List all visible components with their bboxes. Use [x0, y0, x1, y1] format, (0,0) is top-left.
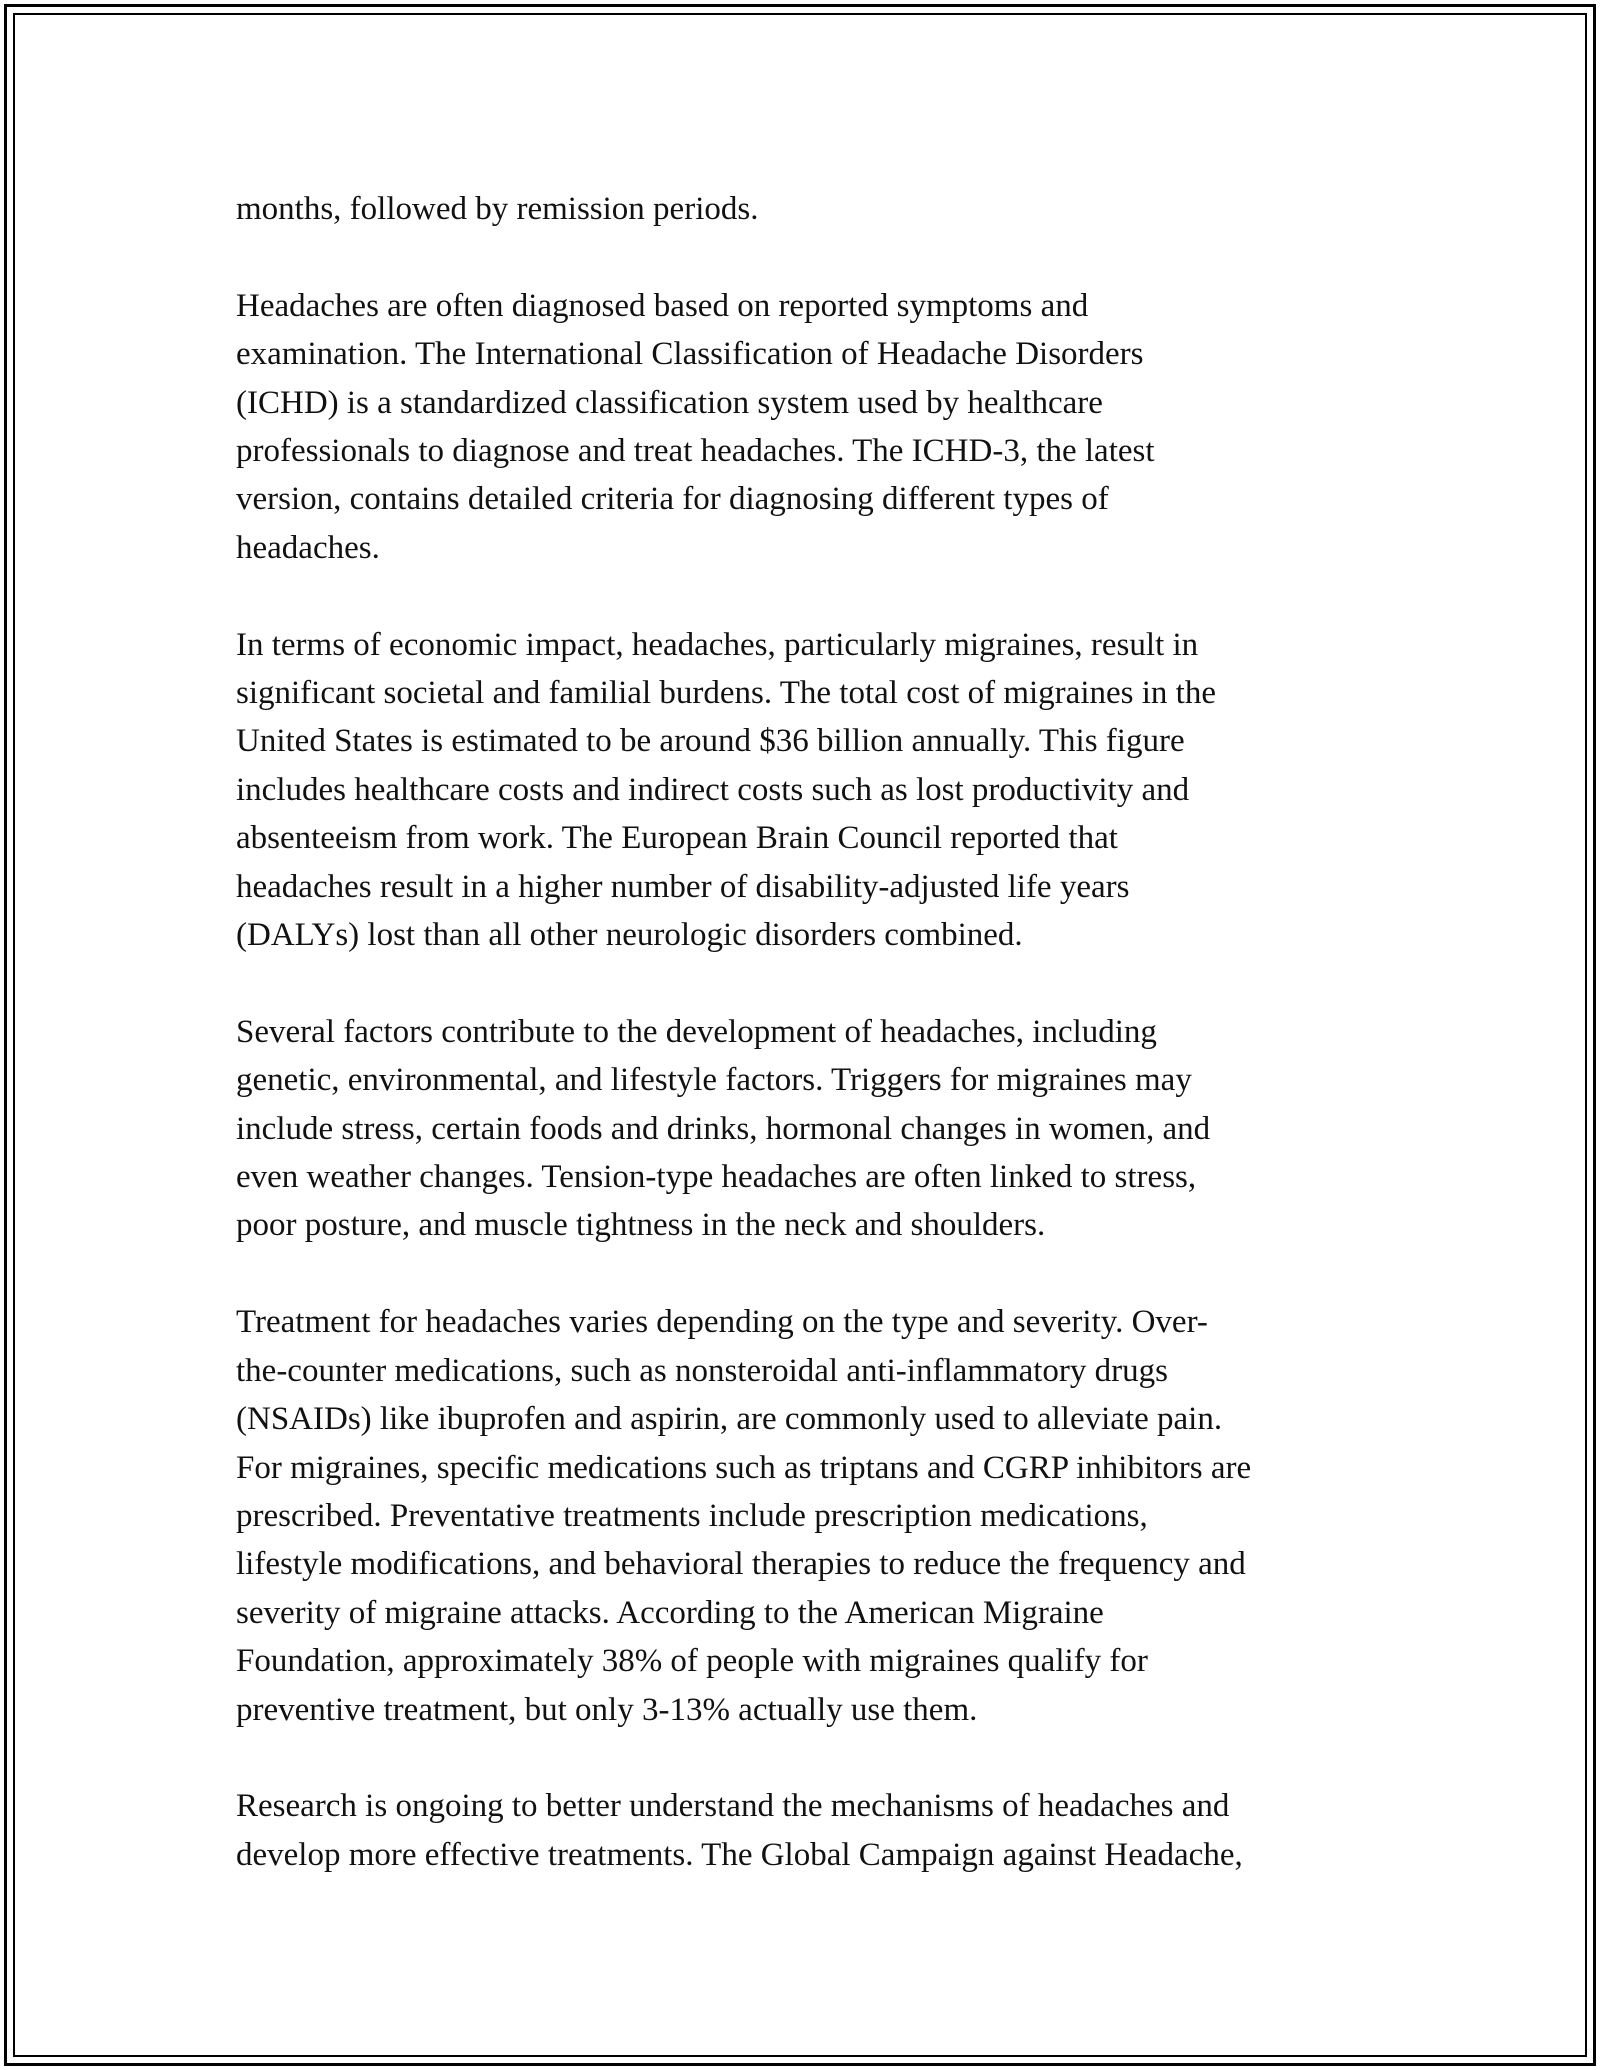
- paragraph: [236, 1298, 1376, 1734]
- text-line: include stress, certain foods and drinks, hormonal changes in women, and: [236, 1110, 1211, 1147]
- text-line: (NSAIDs) like ibuprofen and aspirin, are commonly used to alleviate pain.: [236, 1401, 1223, 1438]
- text-line: lifestyle modifications, and behavioral therapies to reduce the frequency and: [236, 1546, 1246, 1583]
- text-line: (DALYs) lost than all other neurologic disorders combined.: [236, 917, 1023, 954]
- text-line: In terms of economic impact, headaches, particularly migraines, result in: [236, 626, 1199, 663]
- text-line: develop more effective treatments. The Global Campaign against Headache,: [236, 1836, 1243, 1873]
- paragraph: [236, 185, 1376, 233]
- paragraph: [236, 1008, 1376, 1250]
- paragraph: [236, 621, 1376, 960]
- text-line: professionals to diagnose and treat headaches. The ICHD-3, the latest: [236, 433, 1155, 470]
- text-line: Foundation, approximately 38% of people with migraines qualify for: [236, 1643, 1148, 1680]
- paragraph: [236, 282, 1376, 572]
- text-line: significant societal and familial burdens. The total cost of migraines in the: [236, 675, 1216, 712]
- text-line: poor posture, and muscle tightness in the neck and shoulders.: [236, 1207, 1046, 1244]
- text-line: includes healthcare costs and indirect costs such as lost productivity and: [236, 771, 1190, 808]
- document-body: [236, 185, 1376, 1879]
- text-line: months, followed by remission periods.: [236, 191, 759, 227]
- text-line: For migraines, specific medications such as triptans and CGRP inhibitors are: [236, 1449, 1252, 1486]
- text-line: even weather changes. Tension-type headaches are often linked to stress,: [236, 1159, 1197, 1196]
- text-line: preventive treatment, but only 3-13% actually use them.: [236, 1691, 978, 1728]
- text-line: severity of migraine attacks. According to the American Migraine: [236, 1594, 1104, 1631]
- text-line: absenteeism from work. The European Brain Council reported that: [236, 820, 1118, 857]
- text-line: Research is ongoing to better understand the mechanisms of headaches and: [236, 1788, 1230, 1825]
- text-line: Treatment for headaches varies depending on the type and severity. Over-: [236, 1304, 1208, 1341]
- text-line: headaches.: [236, 529, 380, 566]
- text-line: examination. The International Classification of Headache Disorders: [236, 336, 1144, 373]
- text-line: prescribed. Preventative treatments include prescription medications,: [236, 1497, 1148, 1534]
- text-line: (ICHD) is a standardized classification system used by healthcare: [236, 384, 1103, 421]
- text-line: headaches result in a higher number of disability-adjusted life years: [236, 868, 1130, 905]
- text-line: Several factors contribute to the development of headaches, including: [236, 1013, 1157, 1050]
- text-line: genetic, environmental, and lifestyle factors. Triggers for migraines may: [236, 1062, 1192, 1099]
- paragraph: [236, 1782, 1376, 1879]
- text-line: United States is estimated to be around $36 billion annually. This figure: [236, 723, 1185, 760]
- text-line: Headaches are often diagnosed based on reported symptoms and: [236, 287, 1089, 324]
- text-line: the-counter medications, such as nonsteroidal anti-inflammatory drugs: [236, 1352, 1168, 1389]
- text-line: version, contains detailed criteria for diagnosing different types of: [236, 481, 1109, 518]
